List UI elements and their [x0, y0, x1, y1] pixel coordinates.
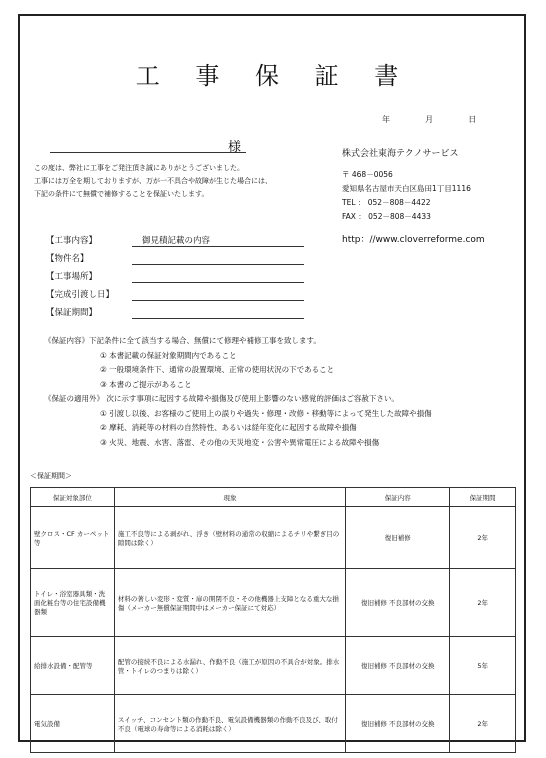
field-line: [132, 300, 304, 301]
table-header-row: [31, 488, 516, 507]
condition-item: ② 一般環境条件下、通常の設置環境、正常の使用状況の下であること: [100, 365, 335, 374]
column-header: 保証期間: [450, 488, 516, 507]
company-postal: 〒 468－0056: [342, 170, 393, 179]
field-row-warranty-period: [46, 306, 346, 324]
field-row-handover-date: [46, 288, 346, 306]
field-line: [132, 264, 304, 265]
period-section-label: ＜保証期間＞: [30, 472, 72, 480]
column-header: 現象: [114, 488, 345, 507]
intro-text: [34, 162, 344, 201]
field-row-property: [46, 252, 346, 270]
project-fields: [46, 234, 346, 324]
exclusion-item: ② 摩耗、消耗等の材料の自然特性、あるいは経年変化に起因する故障や損傷: [100, 423, 357, 432]
customer-honorific: 様: [228, 140, 242, 155]
field-label: 【工事場所】: [46, 272, 98, 282]
table-row: [31, 637, 516, 695]
warranty-document: [18, 14, 526, 742]
table-cell-part: 壁クロス・CF カーペット等: [31, 507, 115, 569]
company-address: 愛知県名古屋市天白区島田1丁目1116: [342, 184, 471, 193]
field-label: 【保証期間】: [46, 308, 98, 318]
table-row: [31, 695, 516, 753]
table-cell-content: 復旧補修: [346, 507, 450, 569]
date-line: [382, 114, 476, 125]
date-month: 月: [425, 115, 434, 124]
field-value: 御見積記載の内容: [142, 236, 211, 246]
field-line: [132, 318, 304, 319]
column-header: 保証内容: [346, 488, 450, 507]
table-cell-part: 給排水設備・配管等: [31, 637, 115, 695]
warranty-conditions: [44, 334, 432, 450]
conditions-header: 《保証内容》下記条件に全て該当する場合、無償にて修理や補修工事を致します。: [44, 336, 321, 345]
condition-item: ③ 本書のご提示があること: [100, 379, 192, 389]
table-cell-content: 復旧補修 不良部材の交換: [346, 637, 450, 695]
exclusion-item: ① 引渡し以後、お客様のご使用上の誤りや過失・修理・改修・移動等によって発生した故障や損傷: [100, 408, 432, 418]
table-cell-phenomenon: 施工不良等による剥がれ、浮き（壁材料の通常の収縮によるチリや繋ぎ目の隙間は除く）: [114, 507, 345, 569]
field-row-work: [46, 234, 346, 252]
column-header: 保証対象部位: [31, 488, 115, 507]
company-name: 株式会社東海テクノサービス: [342, 149, 459, 159]
field-row-location: [46, 270, 346, 288]
date-day: 日: [468, 115, 477, 124]
table-row: [31, 507, 516, 569]
condition-item: ① 本書記載の保証対象期間内であること: [100, 350, 237, 360]
customer-name-line: [50, 152, 246, 153]
document-title: 工 事 保 証 書: [135, 62, 413, 90]
intro-line: この度は、弊社に工事をご発注頂き誠にありがとうございました。: [34, 164, 244, 172]
table-cell-part: 電気設備: [31, 695, 115, 753]
table-cell-phenomenon: 配管の接続不良による水漏れ、作動不良（施工が原因の不具合が対象。排水管・トイレのつまりは除く）: [114, 637, 345, 695]
table-cell-period: 2年: [450, 569, 516, 637]
company-tel: TEL ： 052－808－4422: [342, 198, 431, 207]
field-label: 【工事内容】: [46, 236, 98, 246]
table-cell-content: 復旧補修 不良部材の交換: [346, 569, 450, 637]
warranty-table: [30, 487, 516, 753]
date-year: 年: [382, 115, 390, 124]
field-line: [132, 246, 304, 247]
table-cell-phenomenon: スイッチ、コンセント類の作動不良、電気設備機器類の作動不良及び、取付不良（電球の寿命等による消耗は除く）: [114, 695, 345, 753]
exclusions-header: 《保証の適用外》 次に示す事項に起因する故障や損傷及び使用上影響のない感覚的評価はご容赦下さい。: [44, 394, 399, 403]
table-cell-phenomenon: 材料の著しい変形・変質・扉の開閉不良・その他機器上支障となる重大な損傷（メーカー無償保証期間中はメーカー保証にて対応）: [114, 569, 345, 637]
field-label: 【物件名】: [46, 254, 89, 264]
intro-line: 下記の条件にて無償で補修することを保証いたします。: [34, 190, 209, 198]
field-line: [132, 282, 304, 283]
table-row: [31, 569, 516, 637]
table-cell-period: 2年: [450, 695, 516, 753]
table-cell-content: 復旧補修 不良部材の交換: [346, 695, 450, 753]
table-cell-period: 5年: [450, 637, 516, 695]
company-address-block: [342, 168, 471, 224]
table-cell-part: トイレ・浴室器具類・洗面化粧台等の住宅設備機器類: [31, 569, 115, 637]
table-cell-period: 2年: [450, 507, 516, 569]
field-label: 【完成引渡し日】: [46, 290, 115, 300]
company-fax: FAX ： 052－808－4433: [342, 212, 431, 221]
exclusion-item: ③ 火災、地震、水害、落雷、その他の天災地変・公害や異常電圧による故障や損傷: [100, 437, 380, 447]
company-url: http：//www.cloverreforme.com: [342, 235, 485, 245]
intro-line: 工事には万全を期しておりますが、万が一不具合や故障が生じた場合には、: [34, 177, 272, 185]
